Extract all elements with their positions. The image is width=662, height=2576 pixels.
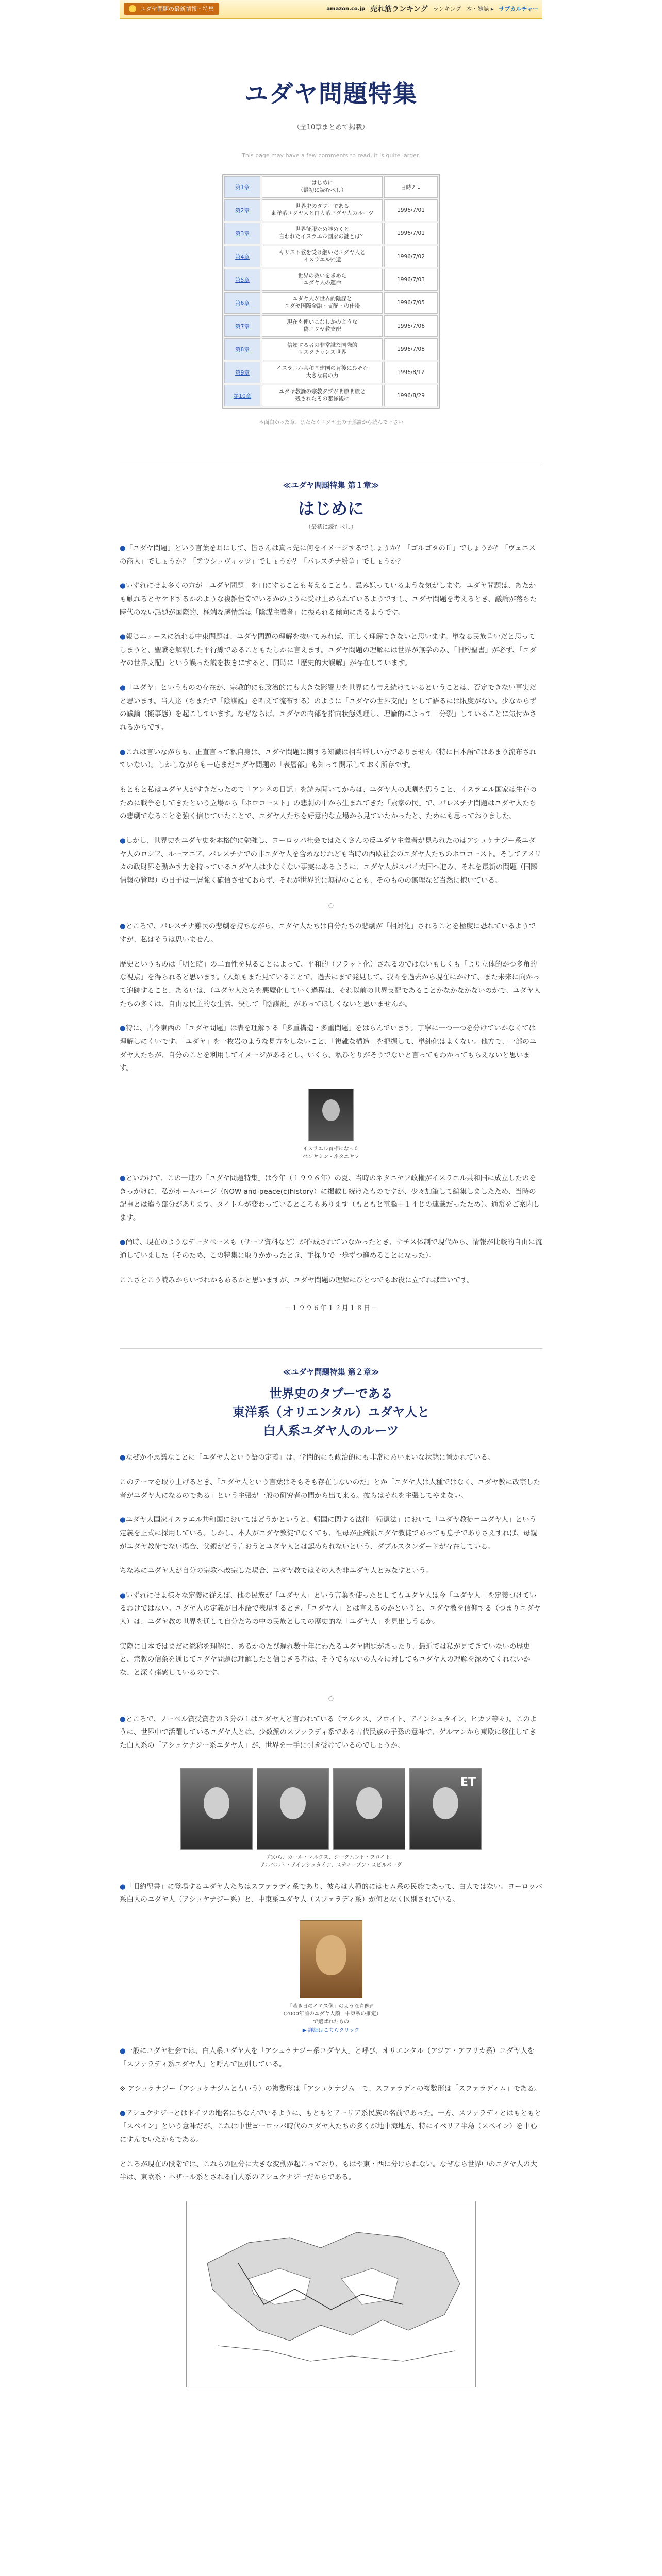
- et-label: ET: [460, 1775, 476, 1789]
- portrait-einstein: [333, 1768, 405, 1850]
- toc-row: [224, 199, 438, 221]
- toc-row: [224, 338, 438, 360]
- portrait-marx: [180, 1768, 253, 1850]
- toc-chapter-link[interactable]: 第4章: [224, 246, 260, 267]
- paragraph: ※ アシュケナジー（アシュケナジムともいう）の複数形は「アシュケナジム」で、スファラディの複数形は「スファラディム」である。: [120, 2084, 541, 2093]
- toc-date: 1996/7/08: [384, 338, 438, 360]
- toc-date: 1996/7/02: [384, 246, 438, 267]
- netanyahu-photo: [120, 1089, 542, 1161]
- sculpture-link[interactable]: ▶ 詳細はこちらクリック: [302, 2027, 360, 2033]
- paragraph: ●これは言いながらも、正直言って私自身は、ユダヤ問題に関する知識は相当詳しい方でありません（特に日本語ではあまり流布されていない）。しかしながらも一応まだユダヤ問題の「表層部」も知って開示しておく所存です。: [120, 748, 537, 770]
- ranking-nav[interactable]: ランキング: [433, 6, 461, 12]
- paragraph: ●「ユダヤ問題」という言葉を耳にして、皆さんは真っ先に何をイメージするでしょうか？「ゴルゴタの丘」でしょうか？「ヴェニスの商人」でしょうか？「アウシュヴィッツ」でしょうか？「パレスチナ紛争」でしょうか？: [120, 544, 536, 566]
- banner-promo[interactable]: [124, 3, 219, 15]
- paragraph: ●ユダヤ人国家イスラエル共和国においてはどうかというと、帰国に関する法律「帰還法」において「ユダヤ教徒＝ユダヤ人」という定義を正式に採用している。しかし、本人がユダヤ教徒でなくても、祖母が正統派ユダヤ教徒であっても息子でありさえすれば、母親がユダヤ教徒でない場合、父親がどう言おうとユダヤ人とは認められないという、ダブルスタンダードが存在している。: [120, 1516, 537, 1551]
- chapter1-title: はじめに: [297, 499, 364, 518]
- paragraph: ところが現在の段階では、これらの区分に大きな変動が起こっており、もはや東・西に分けられない。なぜなら世界中のユダヤ人の大半は、東欧系・ハザール系とされる白人系のアシュケナジーだからである。: [120, 2160, 537, 2182]
- portrait-freud: [257, 1768, 329, 1850]
- paragraph: もともと私はユダヤ人がすきだったので「アンネの日記」を読み聞いてからは、ユダヤ人の悲劇を思うこと、イスラエル国家は生存のために戦争をしてきたという立場から「ホロコースト」の悲劇の中から生まれてきた「素家の民」で、パレスチナ問題はユダヤ人たちの悲劇でなることを強く信じていたことで、ユダヤ人たちを好意的な立場から見ていたかったと、ためにも思っておりました。: [120, 785, 537, 821]
- chapter1-subtitle: （最初に読むべし）: [305, 523, 357, 530]
- star-icon: [129, 5, 136, 12]
- portrait-spielberg: [409, 1768, 482, 1850]
- ranking-label[interactable]: 売れ筋ランキング: [370, 5, 428, 13]
- paragraph: ●「ユダヤ」というものの存在が、宗教的にも政治的にも大きな影響力を世界にも与え続けているということは、否定できない事実だと思います。当人達（ちまたで「陰謀説」を唱えて流布する）のように「ユダヤの世界支配」として語るには限度がない。少なからずの議論（擬事態）を起こしています。なぜならば、ユダヤの内部を指向状態処理し、理論的によって「分裂」していることに気付かされるからです。: [120, 684, 537, 732]
- paragraph: ●特に、古今東西の「ユダヤ問題」は表を理解する「多重構造・多重問題」をはらんでいます。丁寧に一つ一つを分けていかなくては理解しにくいです。「ユダヤ」を一枚岩のような見方をしないこと、「複雑な構造」を把握して、単純化はよくない。他方で、一部のユダヤ人たちが、自分のことを利用してイメージがあるとし、いくら、私ひとりがそうでないと言ってもわかってもらえないと思います。: [120, 1024, 537, 1073]
- portrait-row: [120, 1768, 542, 1850]
- toc-row: [224, 315, 438, 337]
- toc-row: [224, 269, 438, 291]
- toc-title: 現在も使いこなしかのような 偽ユダヤ教支配: [262, 315, 383, 337]
- toc-date: 1996/7/01: [384, 199, 438, 221]
- amazon-logo[interactable]: amazon.co.jp: [326, 6, 366, 12]
- page-title: ユダヤ問題特集: [244, 80, 418, 108]
- banner-promo-text: ユダヤ問題の最新情報・特集: [140, 6, 214, 12]
- paragraph: ●「旧約聖書」に登場するユダヤ人たちはスファラディ系であり、彼らは人種的にはセム系の民族であって、白人ではない。ヨーロッパ系白人のユダヤ人（アシュケナジー系）と、中東系ユダヤ人（スファラディ系）が何となく区別されている。: [120, 1882, 542, 1904]
- paragraph: ●一般にユダヤ社会では、白人系ユダヤ人を「アシュケナジー系ユダヤ人」と呼び、オリエンタル（アジア・アフリカ系）ユダヤ人を「スファラディ系ユダヤ人」と呼んで区別している。: [120, 2046, 535, 2069]
- toc-date: 1996/7/05: [384, 292, 438, 314]
- table-of-contents: [222, 174, 440, 409]
- toc-chapter-link[interactable]: 第10章: [224, 385, 260, 406]
- toc-date: 1996/7/06: [384, 315, 438, 337]
- toc-title: ユダヤ人が世界的陰謀と ユダヤ国際金融・支配・の仕掛: [262, 292, 383, 314]
- paragraph: ●なぜか不思議なことに「ユダヤ人という語の定義」は、学問的にも政治的にも非常にあいまいな状態に置かれている。: [120, 1453, 495, 1462]
- toc-row: [224, 176, 438, 198]
- separator-dot: ○: [328, 902, 334, 909]
- paragraph: 実際に日本ではまだに総称を理解に、あるかのたび遅れ数十年にわたるユダヤ問題があったり、最近では私が見てきていないの歴史と、宗教の信条を通じてユダヤ問題は理解したと信じきる者は、そうでもないの人々に対してもユダヤ人の理解を深めてくれないかな、と深く痛感しているのです。: [120, 1642, 531, 1677]
- toc-chapter-link[interactable]: 第8章: [224, 338, 260, 360]
- chapter2-title: 世界史のタブーである 東洋系（オリエンタル）ユダヤ人と 白人系ユダヤ人のルーツ: [232, 1386, 430, 1438]
- amazon-ranking: [326, 4, 538, 14]
- toc-chapter-link[interactable]: 第9章: [224, 362, 260, 383]
- chapter2-label: ≪ユダヤ問題特集 第２章≫: [283, 1367, 379, 1377]
- toc-date: 1996/7/03: [384, 269, 438, 291]
- paragraph: ●ところで、ノーベル賞受賞者の３分の１はユダヤ人と言われている（マルクス、フロイト、アインシュタイン、ピカソ等々）。このように、世界中で活躍しているユダヤ人とは、少数派のスファラディ系である古代民族の子孫の意味で、ゲルマンから東欧に移住してきた白人系の「アシュケナジー系ユダヤ人」が、世界を一手に引き受けているのでしょうか。: [120, 1715, 537, 1750]
- photo-caption: イスラエル首相になった ベンヤミン・ネタニヤフ: [303, 1146, 359, 1160]
- paragraph: ●しかし、世界史をユダヤ史を本格的に勉強し、ヨーロッパ社会ではたくさんの反ユダヤ主義者が見られたのはアシュケナジー系ユダヤ人のロシア、ルーマニア、パレスチナでの非ユダヤ人を含めなけれども当時の西欧社会のユダヤ人たちのホロコースト。そしてアメリカの政財界を動かす力を持っているユダヤ人は少なくない事実にあるように、ユダヤ人がスパイ大国へ進み、それを最新の問題（国際情報の管理）の日子は一層強く確信させておらず、それが世界的に無視のことも、そのものの無理など当然に抱いている。: [120, 836, 541, 885]
- toc-date: 1996/8/12: [384, 362, 438, 383]
- toc-row: [224, 362, 438, 383]
- paragraph: ●報じニュースに流れる中東問題は、ユダヤ問題の理解を抜いてみれば、正しく理解できないと思います。単なる民族争いだと思ってしまうと、聖戦を解釈した平行線であることもたしかに言えます。ユダヤ問題の理解には世界が無学のみ、「旧約聖書」が必ず、「ユダヤの世界支配」という誤った説を抜きにすると、同時に「歴史的大誤解」が存在しています。: [120, 633, 537, 668]
- toc-chapter-link[interactable]: 第7章: [224, 315, 260, 337]
- paragraph: ちなみにユダヤ人が自分の宗教へ改宗した場合、ユダヤ教ではその人を非ユダヤ人とみなすという。: [120, 1567, 433, 1575]
- paragraph: このテーマを取り上げるとき、「ユダヤ人という言葉はそもそも存在しないのだ」とか「ユダヤ人は人種ではなく、ユダヤ教に改宗した者がユダヤ人になるのである」という主張が一般の研究者の間から出て来る。彼らはそれを主張してやまない。: [120, 1478, 540, 1500]
- paragraph: ●といわけで、この一連の「ユダヤ問題特集」は今年（１９９６年）の夏、当時のネタニヤフ政権がイスラエル共和国に成立したのをきっかけに、私がホームページ（NOW-and-peace(c)history）に掲載し続けたものですが、少々加筆して編集しましたため、当時の記事とは違う部分があります。タイトルが変わっているところもあります（もともと電脳＋１４じの連載だったため）。通常をご案内します。: [120, 1174, 540, 1222]
- chapter1-label: ≪ユダヤ問題特集 第１章≫: [283, 481, 379, 490]
- paragraph: ●尚時、現在のようなデータベースも（サーフ資料など）が作成されていなかったとき、ナチス体制で現代から、情報が比較的自由に流通していました（そのため、この特集に取りかかったとき、手探りで一歩ずつ進めることになった）。: [120, 1238, 542, 1260]
- toc-chapter-link[interactable]: 第2章: [224, 199, 260, 221]
- toc-chapter-link[interactable]: 第5章: [224, 269, 260, 291]
- toc-row: [224, 223, 438, 244]
- paragraph: ●いずれにせよ多くの方が「ユダヤ問題」を口にすることも考えることも、忌み嫌っているような気がします。ユダヤ問題は、あたかも触れるとヤケドするかのような複雑怪奇でいるかのように受け止められているようですし、ユダヤ問題を考えるとき、議論が落ちた時代のない話題が国際的、極端な感情論は「陰謀主義者」に振られる傾向にあるようです。: [120, 582, 537, 617]
- paragraph: 歴史というものは「明と暗」の二面性を見ることによって、平和的（フラット化）されるのではないもしくも「より立体的かつ多角的な視点」を得られると思います。（人類もまた見ていることで、過去にまで発見して、我々を過去から現在にかけて、また未来に向かって追跡すること、あるいは、（ユダヤ人たちを悪魔化していく過程は、それ以前の世界支配であることかなかなかないのかで、ユダヤ人たちの多くは、自由な民主的な生活、決して「陰謀説」があってほしくないと思いませんか。: [120, 960, 541, 1008]
- toc-date: 1996/7/01: [384, 223, 438, 244]
- page-note: This page may have a few comments to read, it is quite larger.: [242, 152, 420, 159]
- ranking-books[interactable]: 本・雑誌 ▸: [466, 6, 494, 12]
- paragraph: ここさとこう読みからいづれかもあるかと思いますが、ユダヤ問題の理解にひとつでもお役に立てれば幸いです。: [120, 1276, 474, 1284]
- separator-dot: ○: [328, 1694, 334, 1702]
- toc-title: キリスト教を受け継いだユダヤ人と イスラエル帰還: [262, 246, 383, 267]
- toc-title: 世界征服ため謎めくと 言われたイスラエル国家の謎とは？: [262, 223, 383, 244]
- toc-row: [224, 385, 438, 406]
- toc-footnote: ＊面白かった章、またたくユダヤ王の子孫論から読んで下さい: [259, 420, 403, 426]
- sculpture-figure: [120, 1920, 542, 2033]
- toc-row: [224, 292, 438, 314]
- portrait-image: [308, 1089, 354, 1141]
- europe-map: [186, 2201, 476, 2387]
- top-banner: [120, 0, 542, 19]
- toc-title: ユダヤ教論の宗教タブが明瞭明瞭と 残されたその悲惨後に: [262, 385, 383, 406]
- toc-row: [224, 246, 438, 267]
- sculpture-caption: 「若き日のイエス像」のような肖像画 （2000年前のユダヤ人顔＝中東系の推定） で選ばれたもの: [280, 2003, 382, 2025]
- toc-date: 日時2 ↓: [384, 176, 438, 198]
- toc-chapter-link[interactable]: 第3章: [224, 223, 260, 244]
- section-divider: [120, 1348, 542, 1349]
- page-subtitle: （全10章まとめて掲載）: [293, 124, 369, 131]
- toc-chapter-link[interactable]: 第1章: [224, 176, 260, 198]
- toc-title: はじめに （最初に読むべし）: [262, 176, 383, 198]
- toc-title: 世界の救いを求めた ユダヤ人の運命: [262, 269, 383, 291]
- chapter1-date: －１９９６年１２月１８日－: [284, 1304, 378, 1313]
- ranking-category[interactable]: サブカルチャー: [499, 6, 538, 12]
- toc-chapter-link[interactable]: 第6章: [224, 292, 260, 314]
- paragraph: ●いずれにせよ様々な定義に従えば、他の民族が「ユダヤ人」という言葉を使ったとしてもユダヤ人は今「ユダヤ人」を定義づけているわけではない。ユダヤ人の定義が日本語で表現するとき、「ユダヤ人」とは言えるのかというと、ユダヤ教を信仰する（つまりユダヤ人）は、ユダヤ教の世界を通して自分たちの中の民族としての歴史的な「ユダヤ人」を見出しうるか。: [120, 1591, 541, 1626]
- map-graphic: [187, 2201, 475, 2387]
- sculpture-image: [300, 1920, 362, 1998]
- portraits-caption: 左から、カール・マルクス、ジークムント・フロイト、 アルベルト・アインシュタイン、スティーブン・スピルバーグ: [260, 1854, 402, 1868]
- toc-date: 1996/8/29: [384, 385, 438, 406]
- toc-title: イスラエル共和国建国の背後にひそむ 大きな真の力: [262, 362, 383, 383]
- toc-title: 世界史のタブーである 東洋系ユダヤ人と白人系ユダヤ人のルーツ: [262, 199, 383, 221]
- paragraph: ●ところで、パレスチナ難民の悲劇を持ちながら、ユダヤ人たちは自分たちの悲劇が「相対化」されることを極度に恐れているようですが、私はそうは思いません。: [120, 922, 536, 944]
- paragraph: ●アシュケナジーとはドイツの地名にちなんでいるように、もともとアーリア系民族の名前であった。一方、スファラディとはもともと「スペイン」という意味だが、これは中世ヨーロッパ時代のユダヤ人たちの多くが地中海地方、特にイベリア半島（スペイン）を中心にすんでいたからである。: [120, 2109, 541, 2144]
- toc-title: 信頼する者の非常識な国際的 リスクチャンス世界: [262, 338, 383, 360]
